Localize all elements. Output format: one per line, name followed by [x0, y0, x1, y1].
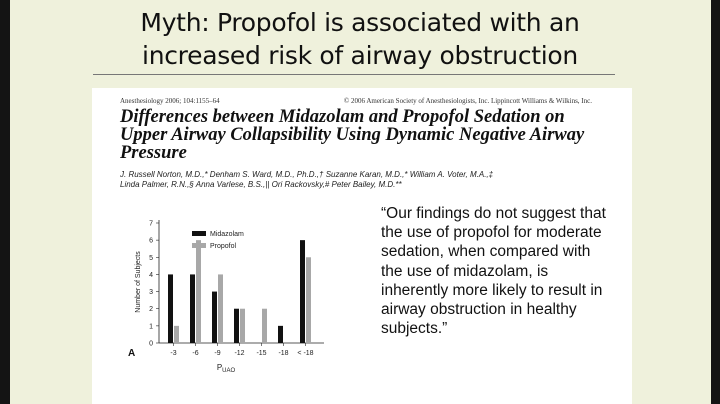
authors-line2: Linda Palmer, R.N.,§ Anna Varlese, B.S.,|| Ori Rackovsky,# Peter Bailey, M.D.**: [120, 180, 402, 189]
bar-propofol: [262, 309, 267, 343]
bar-midazolam: [168, 274, 173, 343]
right-frame-border: [711, 0, 720, 404]
title-divider: [93, 74, 615, 75]
journal-citation: Anesthesiology 2006; 104:1155–64: [120, 97, 220, 105]
x-tick-label: < -18: [297, 350, 314, 357]
x-tick-label: -18: [278, 350, 289, 357]
bar-midazolam: [212, 292, 217, 343]
slide-title-line2: increased risk of airway obstruction: [142, 41, 578, 70]
y-tick-label: 4: [149, 271, 153, 279]
legend-label-propofol: Propofol: [210, 243, 237, 250]
bar-propofol: [196, 240, 201, 343]
y-tick-label: 6: [149, 237, 153, 245]
legend-label-midazolam: Midazolam: [210, 231, 244, 238]
y-tick-label: 1: [149, 323, 153, 331]
slide-title-line1: Myth: Propofol is associated with an: [140, 8, 580, 37]
bar-midazolam: [300, 240, 305, 343]
y-tick-label: 5: [149, 254, 153, 262]
paper-authors: [120, 170, 540, 190]
y-axis-label: Number of Subjects: [135, 251, 142, 313]
bar-propofol: [306, 257, 311, 343]
x-tick-label: -3: [170, 350, 177, 357]
authors-line1: J. Russell Norton, M.D.,* Denham S. Ward, M.D., Ph.D.,† Suzanne Karan, M.D.,* William A. Voter, M.A.,‡: [120, 170, 494, 179]
bar-midazolam: [278, 326, 283, 343]
bar-propofol: [218, 274, 223, 343]
bar-chart: [126, 208, 366, 378]
legend-swatch-propofol: [192, 243, 206, 248]
bar-propofol: [174, 326, 179, 343]
paper-excerpt: [92, 88, 632, 404]
bar-propofol: [240, 309, 245, 343]
left-frame-border: [0, 0, 10, 404]
legend-swatch-midazolam: [192, 231, 206, 236]
y-tick-label: 3: [149, 289, 153, 297]
quote-text: “Our findings do not suggest that the use of propofol for moderate sedation, when compared with the use of midazolam, is inherently more likely to result in airway obstruction in healthy subjects.”: [381, 205, 606, 338]
x-tick-label: -9: [214, 350, 221, 357]
slide-title: [20, 6, 700, 72]
x-axis-label: $P_{UAO}$: [216, 363, 236, 374]
y-tick-label: 7: [149, 220, 153, 228]
x-tick-label: -15: [256, 350, 267, 357]
x-tick-label: -12: [234, 350, 245, 357]
copyright-notice: © 2006 American Society of Anesthesiologists, Inc. Lippincott Williams & Wilkins, Inc.: [343, 97, 592, 105]
panel-letter: A: [128, 348, 136, 359]
bar-midazolam: [190, 274, 195, 343]
bar-midazolam: [234, 309, 239, 343]
y-tick-label: 0: [149, 340, 153, 348]
x-tick-label: -6: [192, 350, 199, 357]
paper-title: Differences between Midazolam and Propofol Sedation on Upper Airway Collapsibility Using Dynamic Negative Airway Pressure: [120, 107, 585, 163]
y-tick-label: 2: [149, 306, 153, 314]
